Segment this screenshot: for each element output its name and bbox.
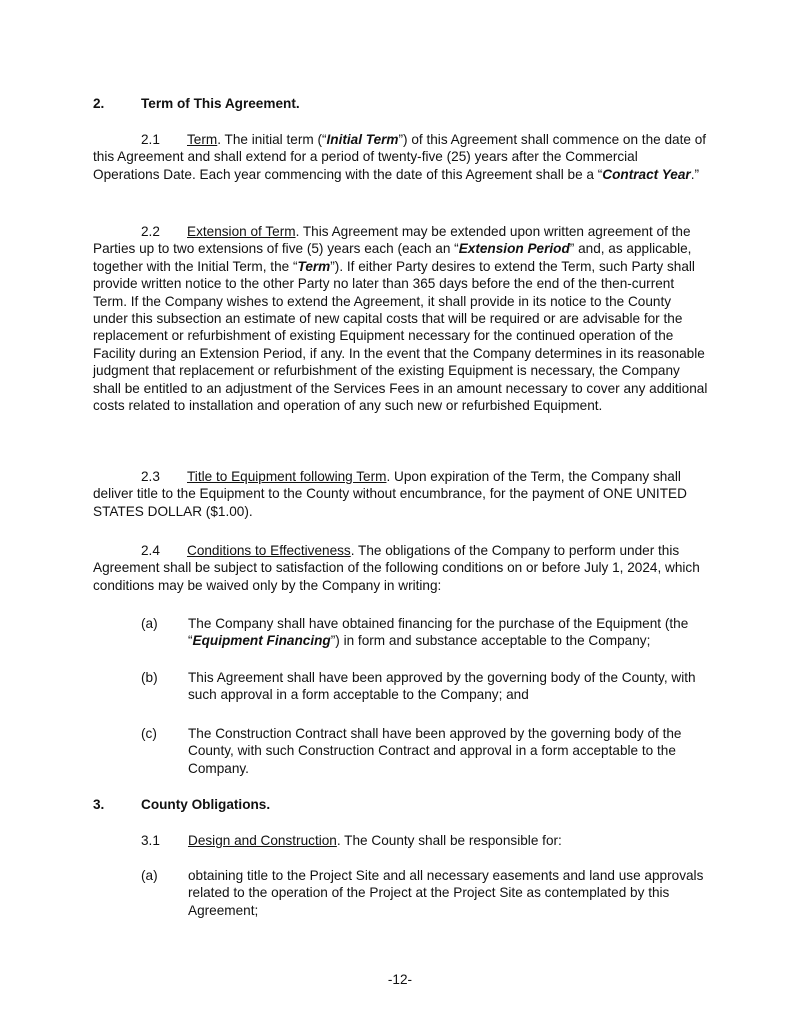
paragraph-number: 2.2 bbox=[141, 224, 160, 239]
paragraph-text: .” bbox=[690, 166, 699, 182]
paragraph-2-4 bbox=[93, 542, 708, 594]
paragraph-text: ”) of this Agreement shall commence on the date of this Agreement and shall extend for a period of twenty-five (25) years after the Commercial Operations Date. Each year commencing with the date of this Agreement shall be a “ bbox=[93, 132, 707, 182]
paragraph-text: ” and, as applicable, together with the Initial Term, the “ bbox=[93, 241, 692, 274]
item-text: obtaining title to the Project Site and all necessary easements and land use approvals related to the operation of the Project at the Project Site as contemplated by this Agreement; bbox=[188, 868, 704, 918]
paragraph-heading: Conditions to Effectiveness bbox=[187, 543, 351, 558]
section-title: Term of This Agreement. bbox=[141, 96, 300, 111]
paragraph-number: 2.1 bbox=[141, 132, 160, 147]
item-text: The Construction Contract shall have been approved by the governing body of the County, with such Construction Contract and approval in a form acceptable to the Company. bbox=[188, 726, 682, 776]
item-label: (c) bbox=[141, 726, 157, 741]
item-text: This Agreement shall have been approved by the governing body of the County, with such approval in a form acceptable to the Company; and bbox=[188, 670, 696, 703]
section-3-heading bbox=[93, 796, 270, 813]
paragraph-number: 2.3 bbox=[141, 469, 160, 484]
paragraph-3-1 bbox=[141, 832, 711, 849]
item-text-part: The Company shall have obtained financing for the purchase of the Equipment (the “ bbox=[188, 616, 689, 649]
paragraph-2-1 bbox=[93, 131, 708, 183]
paragraph-text: ”). If either Party desires to extend the Term, such Party shall provide written notice to the other Party no later than 365 days before the end of the then-current Term. If the Company wishes to extend the Agreement, it shall provide in its notice to the County under this subsection an estimate of new capital costs that will be required or are advisable for the replacement or refurbishment of existing Equipment necessary for the continued operation of the Facility during an Extension Period, if any. In the event that the Company determines in its reasonable judgment that replacement or refurbishment of the existing Equipment is necessary, the Company shall be entitled to an adjustment of the Services Fees in an amount necessary to cover any additional costs related to installation and operation of any such new or refurbished Equipment. bbox=[93, 258, 708, 414]
item-text bbox=[188, 615, 711, 650]
condition-item-a bbox=[141, 615, 711, 650]
section-number: 2. bbox=[93, 96, 105, 111]
section-2-heading bbox=[93, 95, 300, 112]
obligation-item-a bbox=[141, 867, 711, 919]
condition-item-b bbox=[141, 669, 711, 704]
paragraph-number: 3.1 bbox=[141, 833, 160, 848]
page-number: -12- bbox=[387, 972, 413, 987]
paragraph-text-block bbox=[188, 832, 711, 849]
paragraph-text: . The obligations of the Company to perform under this Agreement shall be subject to satisfaction of the following conditions on or before July 1, 2024, which conditions may be waived only by the Company in writing: bbox=[93, 543, 700, 593]
item-label: (a) bbox=[141, 868, 158, 883]
section-title: County Obligations. bbox=[141, 797, 271, 812]
paragraph-heading: Design and Construction bbox=[188, 833, 337, 848]
defined-term: Contract Year bbox=[602, 166, 691, 182]
item-label: (b) bbox=[141, 670, 158, 685]
defined-term: Initial Term bbox=[326, 132, 399, 147]
paragraph-2-2 bbox=[93, 223, 708, 414]
defined-term: Equipment Financing bbox=[192, 633, 331, 649]
paragraph-number: 2.4 bbox=[141, 543, 160, 558]
paragraph-text: . Upon expiration of the Term, the Company shall deliver title to the Equipment to the County without encumbrance, for the payment of ONE UNITED STATES DOLLAR ($1.00). bbox=[93, 469, 687, 519]
paragraph-text: . The initial term (“ bbox=[217, 132, 327, 147]
condition-item-c bbox=[141, 725, 711, 777]
item-label: (a) bbox=[141, 616, 158, 631]
paragraph-heading: Extension of Term bbox=[187, 224, 296, 239]
section-number: 3. bbox=[93, 797, 105, 812]
item-text-part: ”) in form and substance acceptable to the Company; bbox=[330, 633, 651, 649]
paragraph-text: . The County shall be responsible for: bbox=[336, 833, 562, 848]
defined-term: Term bbox=[297, 258, 331, 274]
defined-term: Extension Period bbox=[458, 241, 570, 257]
paragraph-text: . This Agreement may be extended upon written agreement of the Parties up to two extensions of five (5) years each (each an “ bbox=[93, 224, 691, 257]
paragraph-heading: Title to Equipment following Term bbox=[187, 469, 387, 484]
paragraph-heading: Term bbox=[187, 132, 218, 147]
paragraph-2-3 bbox=[93, 468, 708, 520]
